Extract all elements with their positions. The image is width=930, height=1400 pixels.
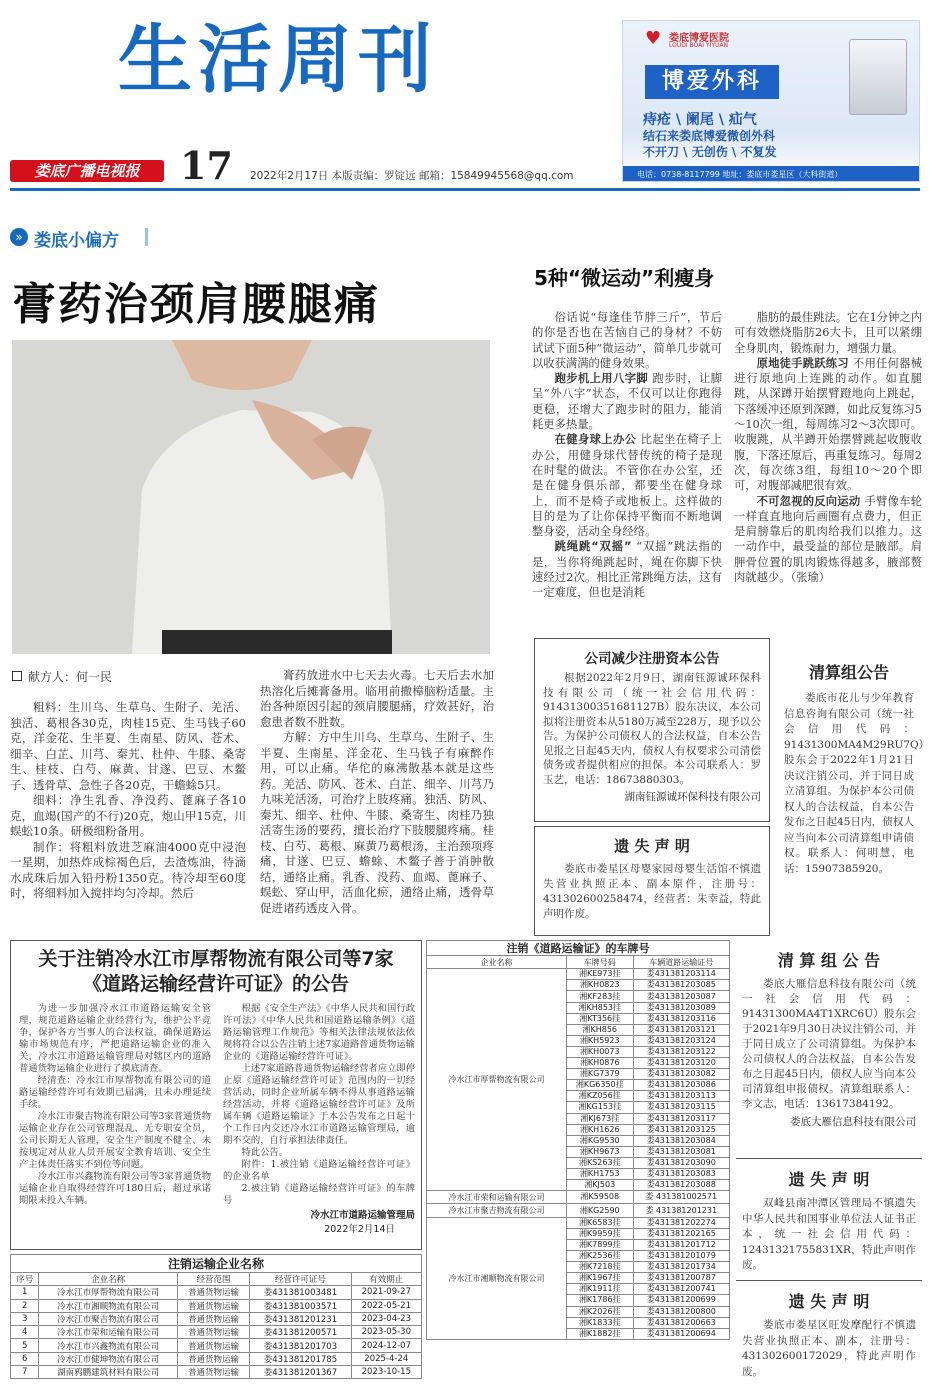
- table-cell: 湘K1882挂: [567, 1328, 634, 1339]
- notice-lost-2: [736, 1158, 922, 1278]
- table-cell: 湘KG7379: [567, 1069, 634, 1080]
- paragraph-text: “双摇”跳法指的是，当你将绳跳起时，绳在你脚下快速经过2次。相比正常跳绳方法，这有一定难度，但也是消耗: [532, 540, 722, 600]
- table-cell: 湘KH5923: [567, 1035, 634, 1046]
- table-cell: 娄431381203114: [633, 969, 730, 980]
- table-cell: 湘KH856: [567, 1024, 634, 1035]
- article2-title: 5种“微运动”利瘦身: [534, 266, 715, 290]
- table-cell: 湘K2536挂: [567, 1251, 634, 1262]
- paragraph: [734, 494, 922, 586]
- plates-table-wrap: [426, 940, 730, 1340]
- table-cell: 冷水江市湘顺物流有限公司: [39, 1299, 177, 1312]
- paragraph-text: 手臂像车轮一样直直地向后画圈有点费力，但正是肩膀靠后的肌肉给我们以推力。这一动作中，最受益的部位是腋部。肩胛骨位置的肌肉锻炼得越多，腋部赘肉就越少。（张瑜）: [734, 494, 922, 585]
- companies-table-wrap: [10, 1254, 422, 1379]
- notice-logistics: [10, 940, 422, 1250]
- paragraph: [734, 310, 922, 356]
- paragraph: 膏药放进水中七天去火毒。七天后去水加热溶化后摊膏备用。临用前撒樟脑粉适量。主治各种原因引起的颈肩腰腿痛，疗效甚好，治愈患者数不胜数。: [260, 668, 494, 729]
- article-photo: [12, 340, 490, 654]
- table-cell: 娄431381203113: [633, 1091, 730, 1102]
- paragraph: 根据《安全生产法》《中华人民共和国行政许可法》《中华人民共和国道路运输条例》《道路运输管理工作规范》等相关法律法规依法依规将符合以公告注销上述7家道路普通货物运输企业的《道路运输经营许可证》。: [223, 1003, 415, 1062]
- table-header: 车牌号码: [567, 956, 634, 969]
- table-cell: 2023-05-30: [351, 1326, 421, 1339]
- table-cell: 娄431381203124: [633, 1035, 730, 1046]
- table-cell: 娄431381203121: [633, 1024, 730, 1035]
- table-cell: 普通货物运输: [177, 1339, 249, 1352]
- notice-body: 娄底市娄星区母婴家园母婴生活馆不慎遗失营业执照正本、副本原件，注册号：431302600258474，经营者：朱幸益，特此声明作废。: [543, 863, 761, 920]
- table-cell: 1: [11, 1286, 39, 1299]
- ad-footer: 电话：0738-8117799 地址：娄底市娄星区（大科街道）: [623, 166, 920, 182]
- notice-sign: 湖南钰源诚环保科技有限公司: [624, 791, 761, 803]
- table-cell: 普通货物运输: [177, 1286, 249, 1299]
- table-cell: 湘KH1626: [567, 1124, 634, 1135]
- table-cell: 娄431381203120: [633, 1058, 730, 1069]
- notice-body: 根据2022年2月9日，湖南钰源诚环保科技有限公司（统一社会信用代码：91431300351681127B）股东决议，本公司拟将注册资本从5180万减至228万，现予以公告。为保护公司债权人的合法权益，自本公告见报之日起45天内，债权人有权要求公司清偿债务或者提供相应的担保。本公司联系人：罗玉艺，电话：18673880303。: [543, 672, 761, 786]
- paragraph: [532, 432, 722, 539]
- table-cell: 湘K2026挂: [567, 1306, 634, 1317]
- notice-date: 2022年2月14日: [324, 1224, 395, 1235]
- table-cell: 湘K1967挂: [567, 1273, 634, 1284]
- table-cell: 娄431381200787: [633, 1273, 730, 1284]
- table-cell: 冷水江市厚帮物流有限公司: [39, 1286, 177, 1299]
- dateline: 2022年2月17日 本版责编：罗锭远 邮箱：15849945568@qq.com: [250, 170, 574, 182]
- paragraph: [532, 539, 722, 600]
- table-cell: 湘KG6350挂: [567, 1080, 634, 1091]
- table-cell: 湘KE973挂: [567, 969, 634, 980]
- table-cell: 湘KH9673: [567, 1146, 634, 1157]
- table-cell: 娄431381203085: [633, 980, 730, 991]
- table-cell: 娄431381203117: [633, 1113, 730, 1124]
- logistics-col2: [223, 1003, 415, 1235]
- company-cell: 冷水江市聚吉物流有限公司: [427, 1204, 567, 1217]
- table-row: [11, 1326, 422, 1339]
- table-cell: 娄431381202274: [633, 1217, 730, 1228]
- table-cell: 5: [11, 1339, 39, 1352]
- paragraph: [532, 310, 722, 371]
- table-cell: 娄431381201231: [250, 1312, 351, 1325]
- table-cell: 湘KH0876: [567, 1058, 634, 1069]
- table-cell: 普通货物运输: [177, 1366, 249, 1379]
- table-cell: 娄431381200663: [633, 1317, 730, 1328]
- table-cell: 湘KF283挂: [567, 991, 634, 1002]
- article2-col-left: [532, 310, 722, 601]
- table-row: [11, 1312, 422, 1325]
- paragraph: 冷水江市聚吉物流有限公司等3家普通货物运输企业存在公司管理混乱、无专职安全员，公司长期无人管理，安全生产制度不健全、未按规定对从业人员开展安全教育培训、安全生产主体责任落实不到位等问题。: [19, 1111, 211, 1170]
- notice-body: 娄底大雁信息科技有限公司（统一社会信用代码：91431300MA4T1XRC6U）股东会于2021年9月30日决议注销公司，并于同日成立了公司清算组。为保护本公司债权人的合法权益，自本公告发布之日起45日内，债权人应当向本公司清算组申报债权。清算组联系人：李文志，电话：13617384192。: [742, 978, 916, 1110]
- table-cell: 娄431381200800: [633, 1306, 730, 1317]
- notice-lost-3: [736, 1280, 922, 1392]
- table-cell: 2023-04-23: [351, 1312, 421, 1325]
- table-cell: 湘K1911挂: [567, 1284, 634, 1295]
- table-cell: 娄431381200741: [633, 1284, 730, 1295]
- table-cell: 冷水江市健坤物流有限公司: [39, 1352, 177, 1365]
- table-row: [11, 1339, 422, 1352]
- paragraph: 上述7家道路普通货物运输经营者应立即停止原《道路运输经营许可证》范围内的一切经营活动，同时企业所属车辆不得从事道路运输经营活动，并将《道路运输经营许可证》及所属车辆《道路运输证》于本公告发布之日起十个工作日内交还冷水江市道路运输管理局，逾期不交的，自行承担法律责任。: [223, 1063, 415, 1146]
- paragraph-text: 跑步时，让脚呈“外八字”状态，不仅可以让你跑得更稳，还增大了跑步时的阻力，能消耗更多热量。: [532, 372, 722, 432]
- table-cell: 湘KS263挂: [567, 1157, 634, 1168]
- paragraph: 冷水江市兴鑫物流有限公司等3家普通货物运输企业自取得经营许可180日后，超过承诺期限未投入车辆。: [19, 1171, 211, 1206]
- table-cell: 娄431381203122: [633, 1046, 730, 1057]
- plates-table: [426, 955, 730, 1340]
- table-cell: 娄431381201785: [250, 1352, 351, 1365]
- paragraph-text: 脂肪的最佳跳法。它在1分钟之内可有效燃烧脂肪26大卡，且可以紧绷全身肌肉，锻炼耐力，增强力量。: [734, 311, 922, 355]
- company-cell: 冷水江市湘顺物流有限公司: [427, 1217, 567, 1339]
- paragraph: [734, 356, 922, 494]
- table-cell: 娄431381201734: [633, 1262, 730, 1273]
- table-cell: 湘KJ673挂: [567, 1113, 634, 1124]
- table-cell: 冷水江市聚吉物流有限公司: [39, 1312, 177, 1325]
- table-cell: 娄431381203125: [633, 1124, 730, 1135]
- notice-title: 遗 失 声 明: [614, 837, 690, 855]
- table-cell: 娄431381201079: [633, 1251, 730, 1262]
- table-cell: 娄431381203083: [633, 1168, 730, 1179]
- table-caption: 注销《道路运输证》的车牌号: [426, 940, 730, 955]
- table-cell: 娄431381203082: [633, 1069, 730, 1080]
- section-bar: [145, 228, 148, 246]
- paragraph: 制作：将粗料放进芝麻油4000克中浸泡一星期，加热炸成棕褐色后，去渣炼油，待滴水成珠后加入铅丹粉1350克。待冷却至60度时，将细料加入搅拌均匀冷却。然后: [10, 839, 246, 900]
- paragraph: 方解：方中生川乌、生草乌、生附子、生半夏、生南星、洋金花、生马钱子有麻醉作用，可以止痛。华佗的麻沸散基本就是这些药。羌活、防风、苍术、白芷、细辛、川芎乃九味羌活汤，可治疗上肢疼痛。独活、防风、秦艽、细辛、杜仲、牛膝、桑寄生、肉桂乃独活寄生汤的要药，擅长治疗下肢腰腿疼痛。桂枝、白芍、葛根、麻黄乃葛根汤，主治颈项疼痛，甘遂、巴豆、蟾蜍、木鳖子善于消肿散结，通络止痛。乳香、没药、血竭、蓖麻子、蜈蚣、穿山甲，活血化瘀，通络止痛，透骨草促进诸药透皮入骨。: [260, 730, 494, 915]
- paragraph-text: 俗话说“每逢佳节胖三斤”，节后的你是否也在苦恼自己的身材？不妨试试下面5种“微运动”，简单几步就可以收获满满的健身效果。: [532, 311, 722, 370]
- table-cell: 6: [11, 1352, 39, 1365]
- table-cell: 娄431381202165: [633, 1228, 730, 1239]
- table-cell: 娄431381201703: [250, 1339, 351, 1352]
- table-row: [11, 1352, 422, 1365]
- section-arrow-icon: »: [10, 228, 28, 246]
- notice-liquidation-2: [736, 940, 922, 1154]
- masthead-title: 生活周刊: [118, 17, 438, 103]
- logistics-col1: [19, 1003, 211, 1207]
- company-cell: 冷水江市厚帮物流有限公司: [427, 969, 567, 1191]
- contributor: [12, 668, 112, 685]
- ad-services: 痔疮 \ 阑尾 \ 疝气: [643, 112, 757, 128]
- contributor-text: 献方人：何一民: [28, 670, 113, 684]
- table-cell: 普通货物运输: [177, 1299, 249, 1312]
- table-cell: 普通货物运输: [177, 1352, 249, 1365]
- table-cell: 娄431381203116: [633, 1013, 730, 1024]
- table-cell: 娄431381200694: [633, 1328, 730, 1339]
- table-row: [11, 1366, 422, 1379]
- table-cell: 湘KZ056挂: [567, 1091, 634, 1102]
- notice-body: 娄底市娄星区旺发摩配行不慎遗失营业执照正本、副本，注册号：431302600172029，特此声明作废。: [742, 1319, 916, 1378]
- company-cell: 冷水江市荣和运输有限公司: [427, 1191, 567, 1204]
- table-cell: 冷水江市兴鑫物流有限公司: [39, 1339, 177, 1352]
- table-cell: 娄431381203087: [633, 991, 730, 1002]
- table-cell: 湘KJ503: [567, 1180, 634, 1191]
- paragraph-heading: 跑步机上用八字脚: [554, 372, 653, 386]
- table-cell: 2023-10-15: [351, 1366, 421, 1379]
- table-cell: 普通货物运输: [177, 1326, 249, 1339]
- table-header: 经营许可证号: [250, 1273, 351, 1286]
- article1-col1: [10, 700, 246, 902]
- table-cell: 湘KT356挂: [567, 1013, 634, 1024]
- equipment-image: [849, 39, 907, 115]
- article2-col-right: [734, 310, 922, 585]
- paragraph: 细料：净生乳香、净没药、蓖麻子各10克，血竭(国产的不行)20克，炮山甲15克，川蜈蚣10条。研极细粉备用。: [10, 793, 246, 838]
- table-cell: 4: [11, 1326, 39, 1339]
- table-cell: 娄431381203090: [633, 1157, 730, 1168]
- table-cell: 湘K59508: [567, 1191, 634, 1204]
- table-cell: 湘K7899挂: [567, 1239, 634, 1250]
- notice-body: 娄底市花儿与少年教育信息咨询有限公司（统一社会信用代码：91431300MA4M29RU7Q）股东会于2022年1月21日决议注销公司，并于同日成立清算组。为保护本公司债权人的合法权益，自本公告发布之日起45日内，债权人应当向本公司清算组申请债权。联系人：何明慧，电话：15907385920。: [784, 692, 930, 875]
- ad-dept: 博爱外科: [645, 65, 779, 99]
- table-cell: 湘KH0823: [567, 980, 634, 991]
- table-cell: 湘KH0073: [567, 1046, 634, 1057]
- table-cell: 娄431381203081: [633, 1146, 730, 1157]
- newspaper-tag: 娄底广播电视报: [10, 160, 164, 182]
- table-row: [427, 969, 730, 980]
- paragraph-heading: 原地徒手跳跃练习: [756, 356, 854, 370]
- table-caption: 注销运输企业名称: [10, 1254, 422, 1272]
- back-pain-illustration: [12, 340, 490, 654]
- table-cell: 7: [11, 1366, 39, 1379]
- table-cell: 娄431381203089: [633, 1002, 730, 1013]
- paragraph: 粗料：生川乌、生草乌、生附子、羌活、独活、葛根各30克，肉桂15克、生马钱子60克，洋金花、生半夏、生南星、防风、苍术、细辛、白芷、川芎、秦艽、杜仲、牛膝、桑寄生、桂枝、白芍、麻黄、甘遂、巴豆、木鳖子、透骨草、急性子各20克，干蟾蜍5只。: [10, 700, 246, 792]
- hospital-ad: [622, 20, 920, 182]
- table-header: 企业名称: [39, 1273, 177, 1286]
- table-cell: 2: [11, 1299, 39, 1312]
- hospital-name-en: LOUDI BOAI YIYUAN: [669, 42, 729, 49]
- table-cell: 湘KH853挂: [567, 1002, 634, 1013]
- paragraph-heading: 不可忽视的反向运动: [756, 494, 865, 508]
- contributor-box-icon: [12, 671, 22, 681]
- table-cell: 湘K9959挂: [567, 1228, 634, 1239]
- table-row: [11, 1299, 422, 1312]
- masthead-rule: [10, 188, 920, 191]
- notice-title: 清算组公告: [808, 663, 889, 682]
- paragraph-text: 比起坐在椅子上办公，用健身球代替传统的椅子是现在时髦的做法。不管你在办公室，还是在健身俱乐部，都要坐在健身球上，而不是椅子或地板上。这样做的目的是为了让你保持平衡而不断地调整身姿，活动全身经络。: [532, 433, 722, 539]
- notice-sign: 冷水江市道路运输管理局: [310, 1210, 415, 1221]
- paragraph: [532, 371, 722, 432]
- table-cell: 湘K1833挂: [567, 1317, 634, 1328]
- table-cell: 湘KH1753: [567, 1168, 634, 1179]
- table-cell: 娄431381203088: [633, 1180, 730, 1191]
- page-number: 17: [180, 143, 233, 188]
- notice-title: 遗 失 声 明: [788, 1292, 870, 1311]
- notice-title: 公司减少注册资本公告: [584, 651, 720, 667]
- paragraph: 2.被注销《道路运输经营许可证》的车牌号: [223, 1183, 415, 1206]
- table-cell: 娄431381201367: [250, 1366, 351, 1379]
- table-row: [427, 1217, 730, 1228]
- table-cell: 湘KG2590: [567, 1204, 634, 1217]
- notice-body: 双峰县南冲潭区管理局不慎遗失中华人民共和国事业单位法人证书正本，统一社会信用代码：12431321755831XR，特此声明作废。: [742, 1197, 916, 1271]
- table-cell: 娄431381003481: [250, 1286, 351, 1299]
- companies-table: [10, 1272, 422, 1379]
- table-header: 经营范围: [177, 1273, 249, 1286]
- article-title: 膏药治颈肩腰腿痛: [12, 279, 380, 330]
- table-cell: 娄431381203086: [633, 1080, 730, 1091]
- table-cell: 娄 431381201231: [633, 1204, 730, 1217]
- table-cell: 娄 431381002571: [633, 1191, 730, 1204]
- notice-title: 关于注销冷水江市厚帮物流有限公司等7家《道路运输经营许可证》的公告: [38, 948, 394, 995]
- table-header: 序号: [11, 1273, 39, 1286]
- paragraph: 附件：1.被注销《道路运输经营许可证》的企业名单: [223, 1159, 415, 1182]
- table-cell: 湘K1786挂: [567, 1295, 634, 1306]
- table-header: 车辆道路运输证号: [633, 956, 730, 969]
- table-cell: 3: [11, 1312, 39, 1325]
- table-cell: 娄431381200571: [250, 1326, 351, 1339]
- table-cell: 湘K6583挂: [567, 1217, 634, 1228]
- table-cell: 娄431381203115: [633, 1102, 730, 1113]
- paragraph-heading: 在健身球上办公: [554, 433, 641, 447]
- section-label: 娄底小偏方: [34, 231, 119, 251]
- paragraph-heading: 跳绳跳“双摇”: [554, 540, 637, 554]
- table-row: [427, 1204, 730, 1217]
- notice-capital: [534, 638, 770, 822]
- notice-liquidation-1: [776, 650, 930, 936]
- table-cell: 娄431381203084: [633, 1135, 730, 1146]
- table-cell: 普通货物运输: [177, 1312, 249, 1325]
- table-cell: 湘KG153挂: [567, 1102, 634, 1113]
- table-cell: 湘KG9530: [567, 1135, 634, 1146]
- notice-sign: 娄底大雁信息科技有限公司: [790, 1116, 916, 1128]
- notice-title: 清 算 组 公 告: [777, 951, 881, 970]
- paragraph: 经清查：冷水江市厚帮物流有限公司的道路运输经营许可有效期已届满，且未办理延续手续。: [19, 1075, 211, 1110]
- table-cell: 湘K7218挂: [567, 1262, 634, 1273]
- notice-title: 遗 失 声 明: [788, 1170, 870, 1189]
- table-header: 企业名称: [427, 956, 567, 969]
- table-cell: 娄431381003571: [250, 1299, 351, 1312]
- table-cell: 湖南鸦鹏建筑材料有限公司: [39, 1366, 177, 1379]
- ad-line1: 结石来娄底博爱微创外科: [643, 129, 776, 143]
- table-cell: 2025-4-24: [351, 1352, 421, 1365]
- table-cell: 娄431381200699: [633, 1295, 730, 1306]
- ad-line2: 不开刀 \ 无创伤 \ 不复发: [643, 145, 777, 159]
- table-cell: 2021-09-27: [351, 1286, 421, 1299]
- table-cell: 娄431381201712: [633, 1239, 730, 1250]
- paragraph: 为进一步加强冷水江市道路运输安全管理，规范道路运输企业经营行为，维护公平竞争，保护各方当事人的合法权益，确保道路运输市场规范有序，严把道路运输企业的准入关，冷水江市道路运输管理局对辖区内的道路普通货物运输企业进行了摸底清查。: [19, 1003, 211, 1074]
- table-row: [427, 1191, 730, 1204]
- paragraph-text: 不用任何器械进行原地向上连跳的动作。如直腿跳，从深蹲开始摆臂蹬地向上跳起，下落缓冲还原到深蹲，如此反复练习5～10次一组，每周练习2～3次即可。收腹跳，从半蹲开始摆臂跳起收腹收腹，下落还原后，再重复练习。每周2次，每次练3组，每组10～20个即可，对腹部减肥很有效。: [734, 356, 922, 493]
- table-cell: 冷水江市荣和运输有限公司: [39, 1326, 177, 1339]
- paragraph: 特此公告。: [241, 1147, 289, 1158]
- table-header: 有效期止: [351, 1273, 421, 1286]
- heart-logo-icon: ♥: [645, 28, 662, 49]
- table-cell: 2022-05-21: [351, 1299, 421, 1312]
- hospital-name: 娄底博爱医院: [669, 33, 729, 44]
- article1-col2: [260, 668, 494, 916]
- notice-lost-1: [534, 826, 770, 936]
- table-row: [11, 1286, 422, 1299]
- table-cell: 2024-12-07: [351, 1339, 421, 1352]
